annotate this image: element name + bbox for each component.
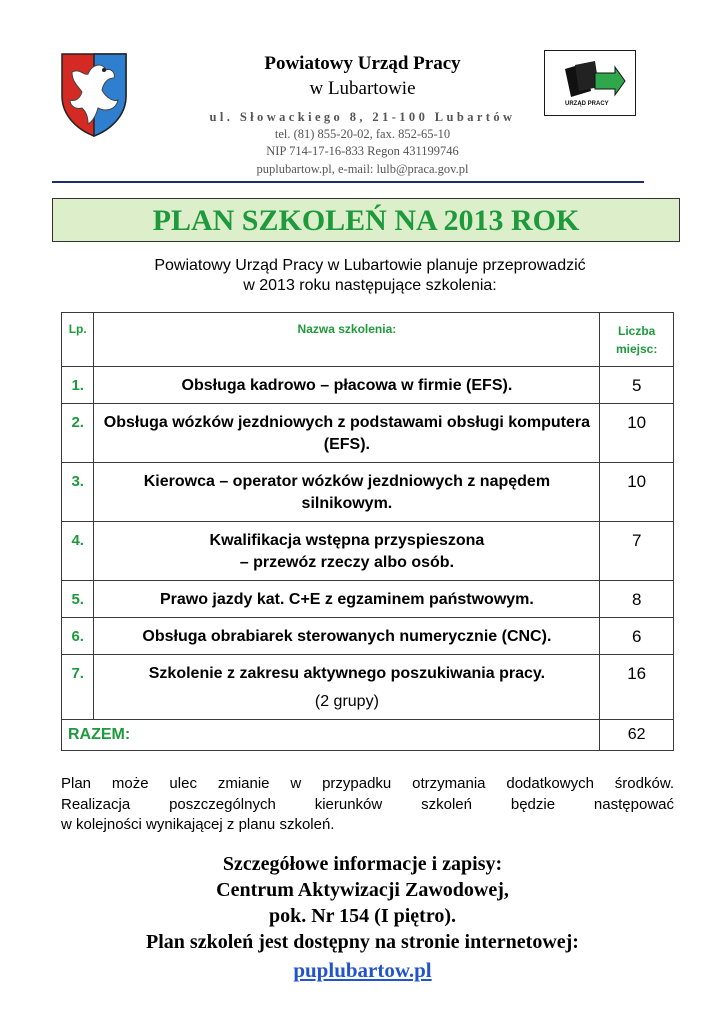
total-label: RAZEM: (62, 720, 600, 751)
table-row (62, 581, 674, 618)
info-line-3: pok. Nr 154 (I piętro). (268, 905, 457, 927)
info-line-2: Centrum Aktywizacji Zawodowej, (216, 879, 509, 901)
row-seats: 8 (600, 581, 674, 618)
org-web-email: puplubartow.pl, e-mail: lulb@praca.gov.pl (256, 162, 469, 176)
org-town: w Lubartowie (309, 78, 416, 99)
training-plan-table (61, 312, 674, 751)
org-name: Powiatowy Urząd Pracy (264, 53, 461, 74)
total-value: 62 (600, 720, 674, 751)
org-address: ul. Słowackiego 8, 21-100 Lubartów (209, 110, 516, 124)
org-ids: NIP 714-17-16-833 Regon 431199746 (266, 144, 459, 158)
header-seats (600, 313, 674, 367)
row-lp: 7. (62, 655, 94, 720)
table-header-row (62, 313, 674, 367)
info-line-1: Szczegółowe informacje i zapisy: (222, 853, 503, 875)
row-lp: 6. (62, 618, 94, 655)
row-lp: 2. (62, 404, 94, 463)
intro-line-1: Powiatowy Urząd Pracy w Lubartowie planuje przeprowadzić (154, 257, 586, 274)
table-row (62, 522, 674, 581)
row-lp: 5. (62, 581, 94, 618)
row-lp: 1. (62, 367, 94, 404)
header-lp: Lp. (62, 313, 94, 367)
row-lp: 3. (62, 463, 94, 522)
row-seats: 6 (600, 618, 674, 655)
row-name: Obsługa obrabiarek sterowanych numerycznie (CNC). (94, 618, 600, 655)
row-seats: 5 (600, 367, 674, 404)
row-name (94, 655, 600, 720)
page-title: PLAN SZKOLEŃ NA 2013 ROK (152, 204, 580, 237)
note-line-1: Plan może ulec zmianie w przypadku otrzymania dodatkowych środków. (61, 775, 674, 792)
row-name: Kierowca – operator wózków jezdniowych z napędem silnikowym. (94, 463, 600, 522)
coat-of-arms-logo (58, 50, 130, 138)
website-link[interactable]: puplubartow.pl (293, 958, 432, 982)
row-lp: 4. (62, 522, 94, 581)
row-seats: 10 (600, 463, 674, 522)
title-box (52, 198, 680, 242)
row-name (94, 522, 600, 581)
header-name: Nazwa szkolenia: (94, 313, 600, 367)
note-line-2: Realizacja poszczególnych kierunków szkoleń będzie następować (61, 795, 674, 813)
intro-line-2: w 2013 roku następujące szkolenia: (243, 277, 497, 294)
header-seats-line2: miejsc: (615, 342, 658, 356)
header-seats-line1: Liczba (618, 324, 656, 338)
table-row (62, 404, 674, 463)
row-name-sub: (2 grupy) (314, 693, 379, 710)
table-row (62, 655, 674, 720)
row-name-line1: Kwalifikacja wstępna przyspieszona (209, 532, 485, 549)
row-name: Obsługa wózków jezdniowych z podstawami obsługi komputera (EFS). (94, 404, 600, 463)
row-name-line2: – przewóz rzeczy albo osób. (239, 554, 455, 571)
row-name: Obsługa kadrowo – płacowa w firmie (EFS). (94, 367, 600, 404)
row-seats: 10 (600, 404, 674, 463)
row-seats: 16 (600, 655, 674, 720)
table-row (62, 463, 674, 522)
plan-note (61, 774, 674, 836)
row-name: Prawo jazdy kat. C+E z egzaminem państwowym. (94, 581, 600, 618)
header-divider (52, 181, 644, 183)
table-total-row (62, 720, 674, 751)
logo-caption: URZĄD PRACY (565, 101, 609, 107)
table-row (62, 618, 674, 655)
row-name-main: Szkolenie z zakresu aktywnego poszukiwania pracy. (148, 665, 546, 682)
table-row (62, 367, 674, 404)
info-line-4: Plan szkoleń jest dostępny na stronie internetowej: (146, 931, 579, 953)
row-seats: 7 (600, 522, 674, 581)
note-line-3: w kolejności wynikającej z planu szkoleń. (61, 816, 335, 833)
org-phone: tel. (81) 855-20-02, fax. 852-65-10 (274, 127, 451, 141)
